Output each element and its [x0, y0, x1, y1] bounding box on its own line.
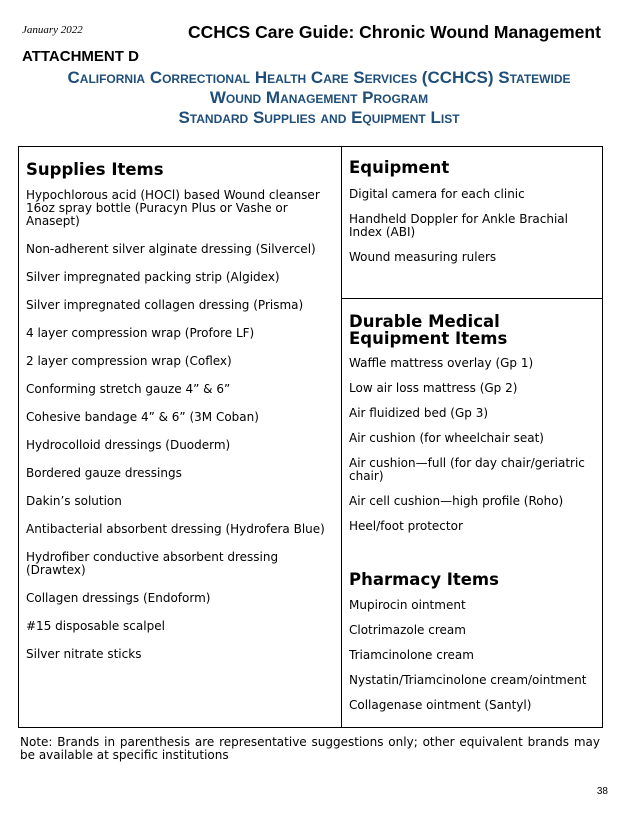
list-item: Antibacterial absorbent dressing (Hydrofera Blue): [26, 522, 325, 536]
list-item: Conforming stretch gauze 4” & 6”: [26, 382, 231, 396]
list-item: Nystatin/Triamcinolone cream/ointment: [349, 673, 587, 687]
list-item: Collagen dressings (Endoform): [26, 591, 211, 605]
program-title-line-1: California Correctional Health Care Services (CCHCS) Statewide: [67, 68, 571, 87]
pharmacy-section: [349, 571, 594, 724]
list-item: Digital camera for each clinic: [349, 187, 525, 201]
list-item: Non-adherent silver alginate dressing (Silvercel): [26, 242, 316, 256]
list-item: Cohesive bandage 4” & 6” (3M Coban): [26, 410, 259, 424]
list-item: #15 disposable scalpel: [26, 619, 165, 633]
row-divider: [341, 298, 602, 299]
attachment-label: ATTACHMENT D: [22, 48, 139, 65]
supplies-list: [26, 189, 336, 661]
list-item: Collagenase ointment (Santyl): [349, 698, 532, 712]
pharmacy-list: [349, 599, 594, 712]
list-item: Air cell cushion—high profile (Roho): [349, 494, 564, 508]
list-item: Dakin’s solution: [26, 494, 122, 508]
list-item: Waffle mattress overlay (Gp 1): [349, 356, 534, 370]
list-item: 4 layer compression wrap (Profore LF): [26, 326, 255, 340]
pharmacy-heading: Pharmacy Items: [349, 570, 499, 589]
list-item: Silver impregnated collagen dressing (Prisma): [26, 298, 304, 312]
list-item: Air cushion (for wheelchair seat): [349, 431, 544, 445]
list-item: Triamcinolone cream: [349, 648, 474, 662]
list-item: 2 layer compression wrap (Coflex): [26, 354, 232, 368]
page-number: 38: [596, 786, 608, 797]
list-item: Hydrocolloid dressings (Duoderm): [26, 438, 231, 452]
list-item: Wound measuring rulers: [349, 250, 497, 264]
dme-list: [349, 357, 594, 533]
supplies-section: [26, 161, 336, 676]
list-item: Bordered gauze dressings: [26, 466, 182, 480]
supplies-table: [18, 146, 603, 728]
list-item: Hydrofiber conductive absorbent dressing (Drawtex): [26, 550, 279, 577]
list-item: Mupirocin ointment: [349, 598, 466, 612]
list-item: Silver impregnated packing strip (Algidex): [26, 270, 280, 284]
program-title: [22, 68, 616, 128]
brands-note: Note: Brands in parenthesis are representative suggestions only; other equivalent brands may be available at specific institutions: [20, 735, 600, 762]
list-item: Heel/foot protector: [349, 519, 463, 533]
program-title-line-3: Standard Supplies and Equipment List: [178, 108, 460, 127]
document-date: January 2022: [22, 24, 83, 36]
list-item: Air fluidized bed (Gp 3): [349, 406, 489, 420]
dme-heading: Durable Medical Equipment Items: [349, 312, 508, 348]
equipment-heading: Equipment: [349, 158, 450, 177]
program-title-line-2: Wound Management Program: [209, 88, 429, 107]
guide-title: CCHCS Care Guide: Chronic Wound Management: [188, 22, 601, 42]
list-item: Air cushion—full (for day chair/geriatric chair): [349, 456, 585, 483]
list-item: Handheld Doppler for Ankle Brachial Index (ABI): [349, 212, 568, 239]
dme-section: [349, 313, 594, 545]
list-item: Silver nitrate sticks: [26, 647, 142, 661]
list-item: Hypochlorous acid (HOCl) based Wound cleanser 16oz spray bottle (Puracyn Plus or Vashe or Anasept): [26, 188, 320, 228]
column-divider: [341, 147, 342, 727]
supplies-heading: Supplies Items: [26, 160, 164, 179]
equipment-list: [349, 188, 594, 264]
list-item: Clotrimazole cream: [349, 623, 466, 637]
list-item: Low air loss mattress (Gp 2): [349, 381, 518, 395]
equipment-section: [349, 159, 594, 276]
